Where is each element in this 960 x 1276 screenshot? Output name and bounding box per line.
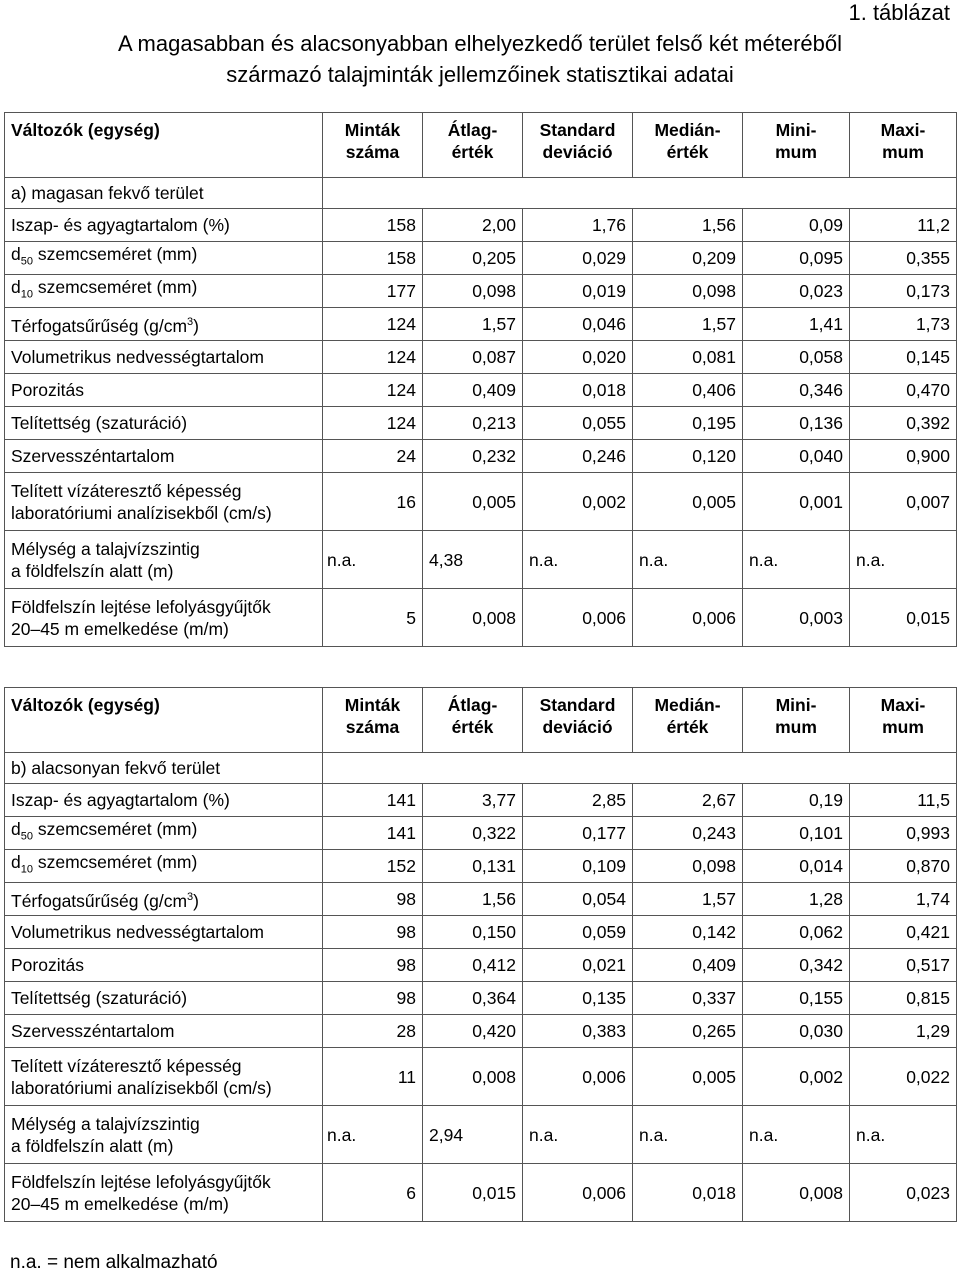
value-cell: 0,002 xyxy=(523,473,633,531)
label-text: szemcseméret (mm) xyxy=(32,244,198,265)
col-variable: Változók (egység) xyxy=(5,688,323,753)
value-cell: 0,019 xyxy=(523,275,633,308)
label-superscript: 3 xyxy=(187,316,194,329)
value-cell: 0,993 xyxy=(850,817,957,850)
page-title xyxy=(0,28,960,90)
value-cell: 0,412 xyxy=(423,949,523,982)
value-cell: 0,006 xyxy=(523,589,633,647)
value-cell: 0,020 xyxy=(523,341,633,374)
value-cell: 0,023 xyxy=(743,275,850,308)
row-label xyxy=(5,1106,323,1164)
row-label xyxy=(5,1164,323,1222)
label-line-2: laboratóriumi analízisekből (cm/s) xyxy=(11,1077,272,1098)
label-text-end: ) xyxy=(193,315,199,336)
col-std-dev-line-1: Standard xyxy=(539,695,616,715)
section-name: b) alacsonyan fekvő terület xyxy=(5,753,323,784)
value-cell: 2,67 xyxy=(633,784,743,817)
col-sample-count xyxy=(323,688,423,753)
col-minimum-line-1: Mini- xyxy=(775,695,817,715)
table-body xyxy=(5,113,957,647)
section-empty-cell xyxy=(323,753,957,784)
value-cell: 0,008 xyxy=(743,1164,850,1222)
value-cell: 0,205 xyxy=(423,242,523,275)
value-cell: n.a. xyxy=(850,1106,957,1164)
value-cell: 0,173 xyxy=(850,275,957,308)
value-cell: 158 xyxy=(323,242,423,275)
value-cell: 0,002 xyxy=(743,1048,850,1106)
value-cell: 0,364 xyxy=(423,982,523,1015)
col-minimum-line-2: mum xyxy=(775,142,817,162)
table-low-area xyxy=(4,687,957,1222)
row-label xyxy=(5,589,323,647)
value-cell: 0,006 xyxy=(523,1164,633,1222)
value-cell: 1,41 xyxy=(743,308,850,341)
row-label: Volumetrikus nedvességtartalom xyxy=(5,916,323,949)
row-label: Porozitás xyxy=(5,949,323,982)
label-line-1: Telített vízáteresztő képesség xyxy=(11,480,242,501)
value-cell: 0,409 xyxy=(423,374,523,407)
value-cell: 16 xyxy=(323,473,423,531)
col-std-dev-line-1: Standard xyxy=(539,120,616,140)
col-maximum-line-2: mum xyxy=(882,717,924,737)
value-cell: 0,022 xyxy=(850,1048,957,1106)
row-label: Iszap- és agyagtartalom (%) xyxy=(5,784,323,817)
row-label xyxy=(5,242,323,275)
table-row xyxy=(5,440,957,473)
value-cell: 0,005 xyxy=(633,1048,743,1106)
value-cell: 1,28 xyxy=(743,883,850,916)
footnote: n.a. = nem alkalmazható xyxy=(10,1252,218,1273)
value-cell: 0,19 xyxy=(743,784,850,817)
value-cell: 0,145 xyxy=(850,341,957,374)
row-label xyxy=(5,275,323,308)
value-cell: 0,040 xyxy=(743,440,850,473)
value-cell: 0,046 xyxy=(523,308,633,341)
row-label xyxy=(5,883,323,916)
title-line-2: származó talajminták jellemzőinek statisztikai adatai xyxy=(226,62,734,87)
value-cell: 0,243 xyxy=(633,817,743,850)
col-maximum-line-1: Maxi- xyxy=(880,695,926,715)
table-row xyxy=(5,473,957,531)
value-cell: 98 xyxy=(323,949,423,982)
table-row xyxy=(5,916,957,949)
header-row xyxy=(5,688,957,753)
value-cell: 0,101 xyxy=(743,817,850,850)
col-sample-count-line-2: száma xyxy=(345,717,400,737)
table-row xyxy=(5,850,957,883)
value-cell: n.a. xyxy=(633,531,743,589)
row-label: Porozitás xyxy=(5,374,323,407)
col-median xyxy=(633,688,743,753)
col-mean-line-2: érték xyxy=(451,142,494,162)
table-row xyxy=(5,275,957,308)
value-cell: 152 xyxy=(323,850,423,883)
value-cell: n.a. xyxy=(850,531,957,589)
table-number: 1. táblázat xyxy=(848,0,950,25)
label-text-end: ) xyxy=(193,890,199,911)
col-minimum-line-1: Mini- xyxy=(775,120,817,140)
value-cell: 0,815 xyxy=(850,982,957,1015)
value-cell: 1,57 xyxy=(633,308,743,341)
value-cell: 0,120 xyxy=(633,440,743,473)
row-label xyxy=(5,1048,323,1106)
value-cell: 6 xyxy=(323,1164,423,1222)
label-d: d xyxy=(11,277,21,298)
label-line-1: Mélység a talajvízszintig xyxy=(11,1113,200,1134)
value-cell: n.a. xyxy=(743,1106,850,1164)
value-cell: 0,517 xyxy=(850,949,957,982)
value-cell: 2,85 xyxy=(523,784,633,817)
value-cell: n.a. xyxy=(323,531,423,589)
value-cell: 141 xyxy=(323,784,423,817)
value-cell: 0,054 xyxy=(523,883,633,916)
value-cell: 0,006 xyxy=(633,589,743,647)
row-label xyxy=(5,850,323,883)
value-cell: 1,74 xyxy=(850,883,957,916)
value-cell: 0,135 xyxy=(523,982,633,1015)
table-row xyxy=(5,1106,957,1164)
value-cell: 0,406 xyxy=(633,374,743,407)
value-cell: 0,150 xyxy=(423,916,523,949)
col-sample-count-line-1: Minták xyxy=(344,695,401,715)
value-cell: 0,322 xyxy=(423,817,523,850)
value-cell: 11 xyxy=(323,1048,423,1106)
table-row xyxy=(5,784,957,817)
value-cell: 0,155 xyxy=(743,982,850,1015)
value-cell: n.a. xyxy=(323,1106,423,1164)
value-cell: 0,007 xyxy=(850,473,957,531)
row-label xyxy=(5,473,323,531)
value-cell: 0,421 xyxy=(850,916,957,949)
value-cell: 0,420 xyxy=(423,1015,523,1048)
header-row xyxy=(5,113,957,178)
value-cell: 1,57 xyxy=(633,883,743,916)
value-cell: 2,00 xyxy=(423,209,523,242)
col-std-dev xyxy=(523,113,633,178)
value-cell: 124 xyxy=(323,407,423,440)
value-cell: 0,003 xyxy=(743,589,850,647)
label-d: d xyxy=(11,244,21,265)
value-cell: 0,018 xyxy=(633,1164,743,1222)
label-text: szemcseméret (mm) xyxy=(32,852,198,873)
value-cell: 124 xyxy=(323,308,423,341)
value-cell: n.a. xyxy=(633,1106,743,1164)
value-cell: 0,015 xyxy=(423,1164,523,1222)
label-superscript: 3 xyxy=(187,891,194,904)
label-subscript: 50 xyxy=(20,255,33,268)
value-cell: 0,246 xyxy=(523,440,633,473)
col-median xyxy=(633,113,743,178)
row-label xyxy=(5,308,323,341)
table-row xyxy=(5,242,957,275)
value-cell: 0,355 xyxy=(850,242,957,275)
value-cell: 0,342 xyxy=(743,949,850,982)
row-label: Telítettség (szaturáció) xyxy=(5,982,323,1015)
value-cell: 98 xyxy=(323,916,423,949)
label-text: szemcseméret (mm) xyxy=(32,277,198,298)
value-cell: 0,062 xyxy=(743,916,850,949)
section-name: a) magasan fekvő terület xyxy=(5,178,323,209)
value-cell: 0,055 xyxy=(523,407,633,440)
label-text: szemcseméret (mm) xyxy=(32,819,198,840)
value-cell: 0,098 xyxy=(633,275,743,308)
value-cell: 0,008 xyxy=(423,1048,523,1106)
value-cell: 0,195 xyxy=(633,407,743,440)
label-text: Térfogatsűrűség (g/cm xyxy=(11,315,188,336)
value-cell: 0,095 xyxy=(743,242,850,275)
col-mean-line-2: érték xyxy=(451,717,494,737)
value-cell: 0,213 xyxy=(423,407,523,440)
value-cell: 0,081 xyxy=(633,341,743,374)
row-label xyxy=(5,531,323,589)
table-body xyxy=(5,688,957,1222)
value-cell: 0,383 xyxy=(523,1015,633,1048)
label-line-1: Telített vízáteresztő képesség xyxy=(11,1055,242,1076)
value-cell: 0,136 xyxy=(743,407,850,440)
col-mean xyxy=(423,113,523,178)
value-cell: 0,018 xyxy=(523,374,633,407)
label-subscript: 10 xyxy=(20,863,33,876)
value-cell: 0,346 xyxy=(743,374,850,407)
value-cell: 5 xyxy=(323,589,423,647)
row-label xyxy=(5,817,323,850)
label-line-1: Földfelszín lejtése lefolyásgyűjtők xyxy=(11,1171,271,1192)
value-cell: 98 xyxy=(323,883,423,916)
table-row xyxy=(5,817,957,850)
value-cell: 0,265 xyxy=(633,1015,743,1048)
value-cell: 11,5 xyxy=(850,784,957,817)
row-label: Telítettség (szaturáció) xyxy=(5,407,323,440)
value-cell: 0,021 xyxy=(523,949,633,982)
label-line-2: a földfelszín alatt (m) xyxy=(11,1135,174,1156)
label-line-1: Mélység a talajvízszintig xyxy=(11,538,200,559)
col-minimum xyxy=(743,113,850,178)
value-cell: 0,015 xyxy=(850,589,957,647)
row-label: Szervesszéntartalom xyxy=(5,440,323,473)
value-cell: 4,38 xyxy=(423,531,523,589)
value-cell: 0,098 xyxy=(633,850,743,883)
value-cell: 0,09 xyxy=(743,209,850,242)
value-cell: 0,870 xyxy=(850,850,957,883)
table-row xyxy=(5,1015,957,1048)
value-cell: 0,014 xyxy=(743,850,850,883)
value-cell: 0,030 xyxy=(743,1015,850,1048)
row-label: Szervesszéntartalom xyxy=(5,1015,323,1048)
col-std-dev-line-2: deviáció xyxy=(542,142,613,162)
col-maximum xyxy=(850,113,957,178)
col-sample-count-line-1: Minták xyxy=(344,120,401,140)
value-cell: 0,392 xyxy=(850,407,957,440)
value-cell: 1,57 xyxy=(423,308,523,341)
col-mean xyxy=(423,688,523,753)
col-mean-line-1: Átlag- xyxy=(447,120,498,140)
value-cell: 124 xyxy=(323,374,423,407)
table-row xyxy=(5,341,957,374)
label-d: d xyxy=(11,852,21,873)
value-cell: 0,023 xyxy=(850,1164,957,1222)
col-std-dev xyxy=(523,688,633,753)
label-line-2: laboratóriumi analízisekből (cm/s) xyxy=(11,502,272,523)
label-line-2: 20–45 m emelkedése (m/m) xyxy=(11,618,229,639)
value-cell: 0,177 xyxy=(523,817,633,850)
col-maximum-line-2: mum xyxy=(882,142,924,162)
label-line-1: Földfelszín lejtése lefolyásgyűjtők xyxy=(11,596,271,617)
value-cell: 0,087 xyxy=(423,341,523,374)
value-cell: 11,2 xyxy=(850,209,957,242)
value-cell: 0,109 xyxy=(523,850,633,883)
col-median-line-2: érték xyxy=(666,717,709,737)
value-cell: 0,142 xyxy=(633,916,743,949)
table-row xyxy=(5,308,957,341)
value-cell: 1,56 xyxy=(423,883,523,916)
col-minimum-line-2: mum xyxy=(775,717,817,737)
value-cell: 3,77 xyxy=(423,784,523,817)
col-minimum xyxy=(743,688,850,753)
col-sample-count xyxy=(323,113,423,178)
section-row xyxy=(5,753,957,784)
table-row xyxy=(5,531,957,589)
table-row xyxy=(5,883,957,916)
value-cell: 158 xyxy=(323,209,423,242)
col-mean-line-1: Átlag- xyxy=(447,695,498,715)
value-cell: 124 xyxy=(323,341,423,374)
value-cell: 2,94 xyxy=(423,1106,523,1164)
table-row xyxy=(5,982,957,1015)
label-text: Térfogatsűrűség (g/cm xyxy=(11,890,188,911)
table-row xyxy=(5,589,957,647)
value-cell: 0,337 xyxy=(633,982,743,1015)
section-row xyxy=(5,178,957,209)
col-maximum xyxy=(850,688,957,753)
table-high-area xyxy=(4,112,957,647)
col-sample-count-line-2: száma xyxy=(345,142,400,162)
value-cell: 98 xyxy=(323,982,423,1015)
value-cell: 0,059 xyxy=(523,916,633,949)
value-cell: 1,29 xyxy=(850,1015,957,1048)
table-row xyxy=(5,209,957,242)
value-cell: 0,131 xyxy=(423,850,523,883)
col-variable: Változók (egység) xyxy=(5,113,323,178)
value-cell: 0,098 xyxy=(423,275,523,308)
col-median-line-1: Medián- xyxy=(654,120,721,140)
label-d: d xyxy=(11,819,21,840)
value-cell: 0,409 xyxy=(633,949,743,982)
row-label: Iszap- és agyagtartalom (%) xyxy=(5,209,323,242)
label-subscript: 10 xyxy=(20,288,33,301)
section-empty-cell xyxy=(323,178,957,209)
table-row xyxy=(5,1164,957,1222)
value-cell: n.a. xyxy=(743,531,850,589)
value-cell: 0,001 xyxy=(743,473,850,531)
value-cell: 0,005 xyxy=(633,473,743,531)
value-cell: n.a. xyxy=(523,1106,633,1164)
table-row xyxy=(5,374,957,407)
value-cell: 1,73 xyxy=(850,308,957,341)
col-maximum-line-1: Maxi- xyxy=(880,120,926,140)
label-line-2: 20–45 m emelkedése (m/m) xyxy=(11,1193,229,1214)
table-row xyxy=(5,407,957,440)
col-median-line-2: érték xyxy=(666,142,709,162)
value-cell: 0,029 xyxy=(523,242,633,275)
value-cell: 177 xyxy=(323,275,423,308)
value-cell: 24 xyxy=(323,440,423,473)
table-row xyxy=(5,1048,957,1106)
table-row xyxy=(5,949,957,982)
label-subscript: 50 xyxy=(20,830,33,843)
col-std-dev-line-2: deviáció xyxy=(542,717,613,737)
value-cell: 0,008 xyxy=(423,589,523,647)
value-cell: 28 xyxy=(323,1015,423,1048)
col-median-line-1: Medián- xyxy=(654,695,721,715)
row-label: Volumetrikus nedvességtartalom xyxy=(5,341,323,374)
value-cell: 0,232 xyxy=(423,440,523,473)
value-cell: 0,209 xyxy=(633,242,743,275)
value-cell: 0,006 xyxy=(523,1048,633,1106)
value-cell: 0,058 xyxy=(743,341,850,374)
value-cell: n.a. xyxy=(523,531,633,589)
value-cell: 0,900 xyxy=(850,440,957,473)
title-line-1: A magasabban és alacsonyabban elhelyezkedő terület felső két méteréből xyxy=(117,31,843,56)
value-cell: 1,56 xyxy=(633,209,743,242)
value-cell: 0,470 xyxy=(850,374,957,407)
value-cell: 1,76 xyxy=(523,209,633,242)
label-line-2: a földfelszín alatt (m) xyxy=(11,560,174,581)
value-cell: 0,005 xyxy=(423,473,523,531)
value-cell: 141 xyxy=(323,817,423,850)
